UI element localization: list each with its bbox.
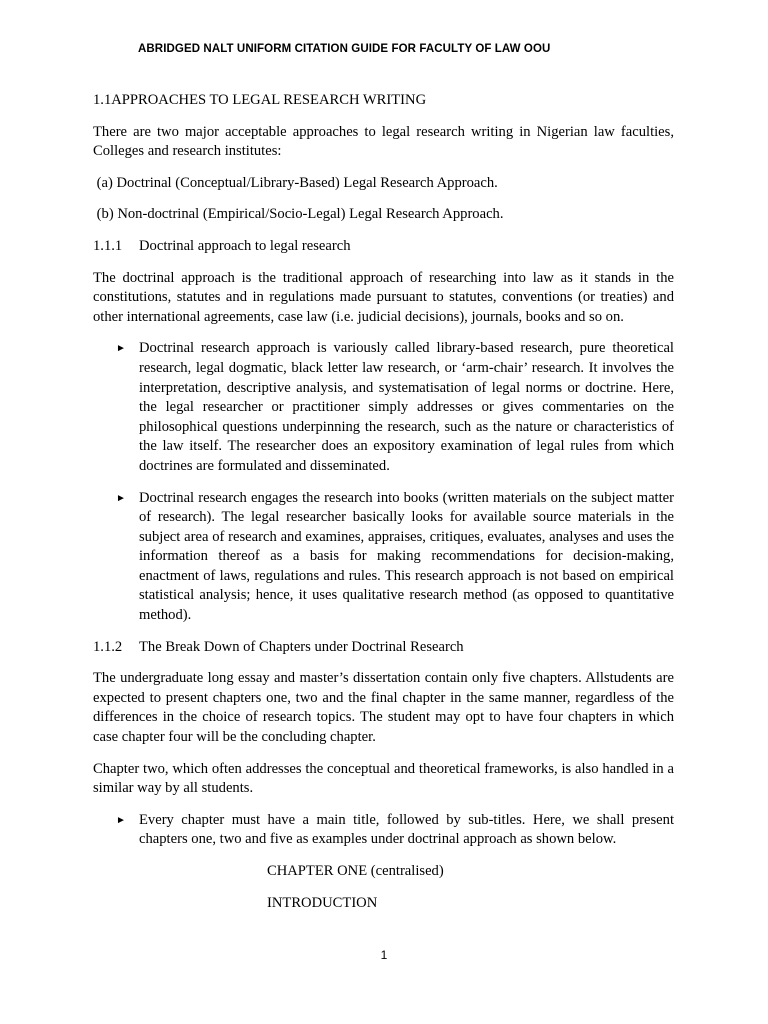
document-header: ABRIDGED NALT UNIFORM CITATION GUIDE FOR FACULTY OF LAW OOU (138, 43, 551, 55)
chapter-one-heading: CHAPTER ONE (centralised) (267, 863, 444, 879)
subsection-2-heading (93, 638, 674, 658)
subsection-2-paragraph-2: Chapter two, which often addresses the conceptual and theoretical frameworks, is also handled in a similar way by all students. (93, 760, 674, 797)
subsection-2-bullet-list (93, 811, 674, 850)
approach-b-item (93, 205, 674, 225)
bullet-text: Every chapter must have a main title, followed by sub-titles. Here, we shall present chapters one, two and five as examples under doctrinal approach as shown below. (139, 811, 674, 848)
subsection-2-number: 1.1.2 (93, 638, 123, 655)
subsection-2-title: The Break Down of Chapters under Doctrinal Research (139, 638, 464, 655)
list-item (93, 811, 674, 850)
list-item (93, 339, 674, 476)
subsection-1-paragraph: The doctrinal approach is the traditional approach of researching into law as it stands in the constitutions, statutes and in regulations made pursuant to statutes, conventions (or treaties) and other international agreements, case law (i.e. judicial decisions), journals, books and so on. (93, 269, 674, 325)
chapter-one-subheading: INTRODUCTION (267, 894, 378, 911)
section-heading: 1.1APPROACHES TO LEGAL RESEARCH WRITING (93, 92, 427, 108)
subsection-1-heading (93, 237, 674, 257)
approach-a-item (93, 174, 674, 194)
document-body (93, 91, 674, 925)
subsection-1-title: Doctrinal approach to legal research (139, 237, 351, 254)
list-item (93, 489, 674, 626)
triangle-right-icon: ► (116, 814, 126, 826)
bullet-text: Doctrinal research engages the research into books (written materials on the subject matter of research). The legal researcher basically looks for available source materials in the subject area of research and examines, appraises, critiques, evaluates, analyses and uses the information thereof as a basis for making recommendations for decision-making, enactment of laws, regulations and rules. This research approach is not based on empirical statistical analysis; hence, it uses qualitative research method (as opposed to quantitative method). (139, 489, 674, 624)
approach-b-text: (b) Non-doctrinal (Empirical/Socio-Legal) Legal Research Approach. (96, 206, 504, 223)
subsection-1-number: 1.1.1 (93, 237, 123, 254)
approach-a-text: (a) Doctrinal (Conceptual/Library-Based) Legal Research Approach. (96, 174, 498, 191)
subsection-1-bullet-list (93, 339, 674, 625)
section-intro-paragraph: There are two major acceptable approaches to legal research writing in Nigerian law faculties, Colleges and research institutes: (93, 123, 674, 160)
subsection-2-paragraph-1: The undergraduate long essay and master’s dissertation contain only five chapters. Allstudents are expected to present chapters one, two and the final chapter in the same manner, regardless of the differences in the choice of research topics. The student may opt to have four chapters in which case chapter four will be the concluding chapter. (93, 670, 674, 746)
page-number: 1 (380, 948, 388, 962)
triangle-right-icon: ► (116, 492, 126, 504)
triangle-right-icon: ► (116, 343, 126, 355)
bullet-text: Doctrinal research approach is variously called library-based research, pure theoretical research, legal dogmatic, black letter law research, or ‘arm-chair’ research. It involves the interpretation, descriptive analysis, and systematisation of legal norms or doctrine. Here, the legal researcher or practitioner simply addresses or gives commentaries on the philosophical questions underpinning the research, such as the nature or characteristics of the law itself. The researcher does an expository examination of legal rules from which doctrines are formulated and disseminated. (139, 340, 674, 474)
